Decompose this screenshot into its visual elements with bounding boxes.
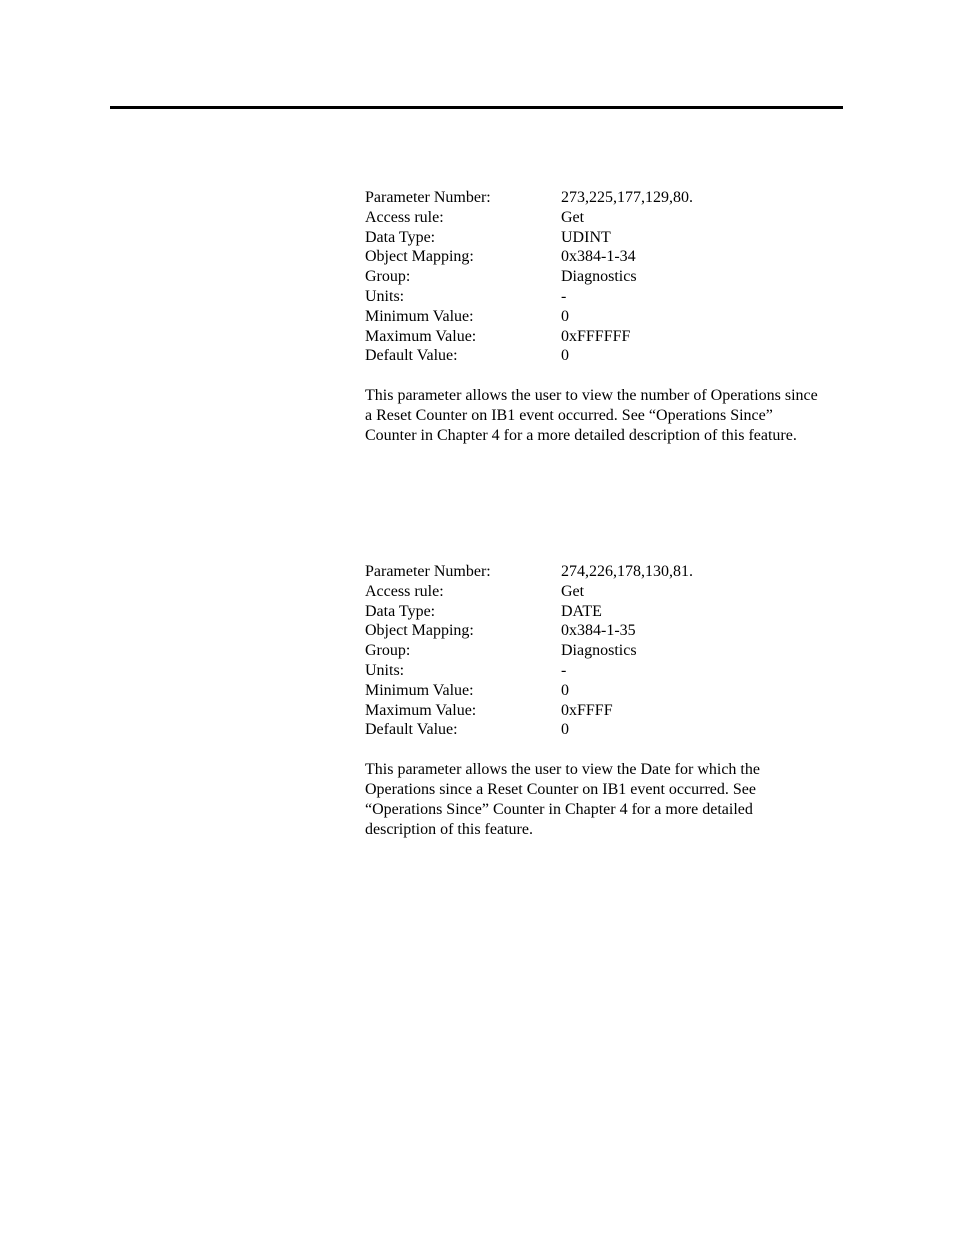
param-label: Units: [365,661,405,679]
param-label: Object Mapping: [365,622,474,640]
param-value: 0 [561,347,569,365]
param-value: 0 [561,721,569,739]
param-row-default-value [365,720,835,740]
param-row-object-mapping [365,621,835,641]
param-label: Parameter Number: [365,189,491,206]
param-value: Diagnostics [561,268,637,286]
param-row-units [365,287,835,307]
param-label: Default Value: [365,721,458,739]
param-row-group [365,267,835,287]
param-row-object-mapping [365,247,835,267]
param-value: 0 [561,307,569,325]
param-row-access-rule [365,208,835,228]
param-label: Data Type: [365,228,436,246]
param-label: Minimum Value: [365,307,474,325]
parameter-block-operations-since [365,188,835,462]
param-row-group [365,641,835,661]
param-row-data-type [365,602,835,622]
param-label: Access rule: [365,208,444,226]
parameter-description: This parameter allows the user to view the number of Operations since a Reset Counter on IB1 event occurred. See “Operations Since” Counter in Chapter 4 for a more detailed description of this feature. [365,387,818,444]
param-value: 274,226,178,130,81. [561,563,693,580]
param-value: 0x384-1-35 [561,622,636,640]
param-value: DATE [561,602,602,620]
param-value: - [561,661,567,679]
param-label: Units: [365,287,405,305]
param-row-maximum-value [365,701,835,721]
param-value: Get [561,208,585,226]
param-value: Diagnostics [561,642,637,660]
parameter-table [365,188,835,366]
param-row-minimum-value [365,307,835,327]
parameter-block-operations-since-date [365,562,835,855]
param-value: 0 [561,681,569,699]
param-value: 0x384-1-34 [561,248,636,266]
param-row-minimum-value [365,681,835,701]
param-label: Object Mapping: [365,248,474,266]
param-label: Group: [365,642,411,660]
param-value: Get [561,582,585,600]
param-row-number [365,562,835,582]
param-label: Data Type: [365,602,436,620]
param-value: - [561,287,567,305]
parameter-table [365,562,835,740]
param-value: 0xFFFFFF [561,327,631,345]
param-value: 273,225,177,129,80. [561,189,693,206]
param-label: Default Value: [365,347,458,365]
param-label: Parameter Number: [365,563,491,580]
param-label: Maximum Value: [365,327,477,345]
parameter-description: This parameter allows the user to view the Date for which the Operations since a Reset Counter on IB1 event occurred. See “Operations Since” Counter in Chapter 4 for a more detailed description of this feature. [365,761,760,838]
param-row-access-rule [365,582,835,602]
param-value: UDINT [561,228,611,246]
param-row-data-type [365,228,835,248]
param-row-maximum-value [365,327,835,347]
param-label: Minimum Value: [365,681,474,699]
header-rule [110,106,843,109]
param-value: 0xFFFF [561,701,613,719]
param-label: Access rule: [365,582,444,600]
param-row-units [365,661,835,681]
param-row-default-value [365,346,835,366]
param-label: Maximum Value: [365,701,477,719]
param-label: Group: [365,268,411,286]
param-row-number [365,188,835,208]
